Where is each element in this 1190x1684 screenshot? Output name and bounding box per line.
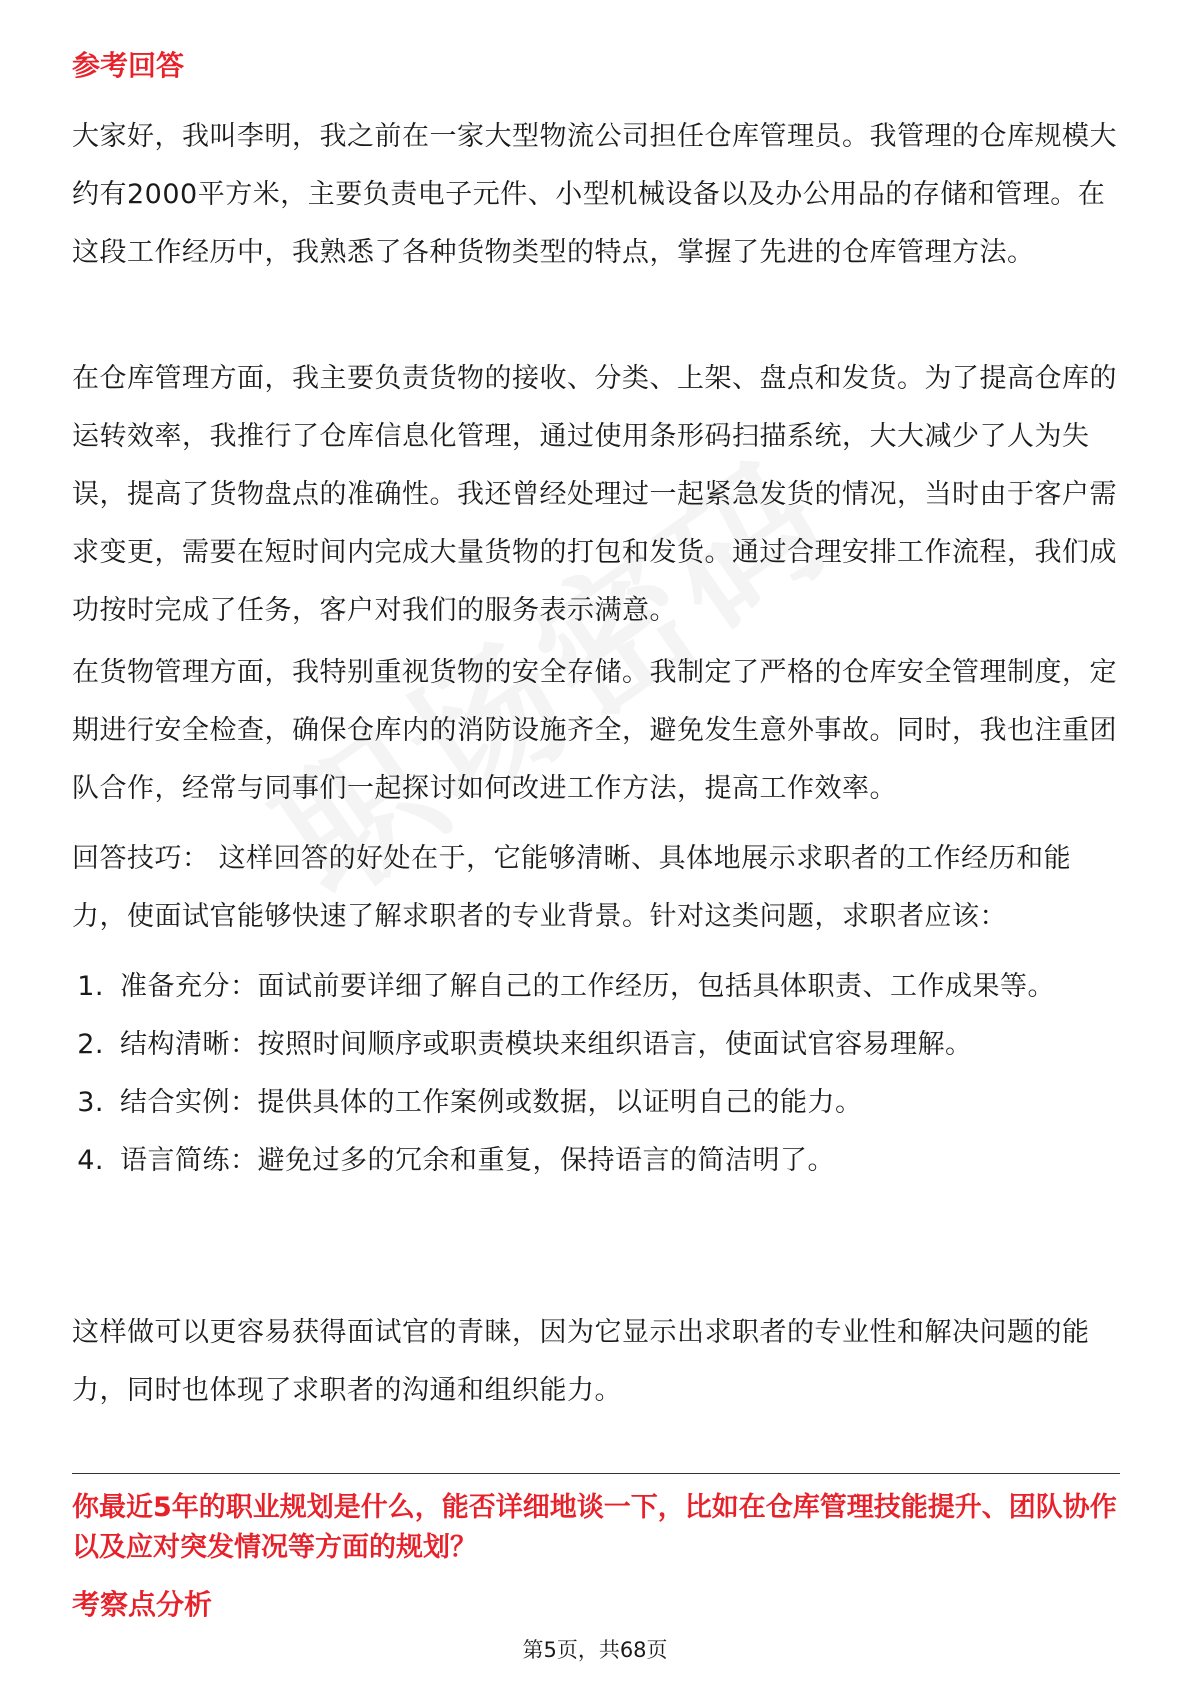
analysis-heading: 考察点分析 — [72, 1588, 213, 1621]
list-item-number: 1. — [77, 971, 104, 1002]
list-item-number: 3. — [77, 1087, 104, 1118]
list-item — [72, 1074, 1120, 1132]
list-item-text: 语言简练：避免过多的冗余和重复，保持语言的简洁明了。 — [120, 1145, 835, 1176]
list-item-text: 准备充分：面试前要详细了解自己的工作经历，包括具体职责、工作成果等。 — [120, 971, 1055, 1002]
list-item — [72, 958, 1120, 1016]
paragraph-intro: 大家好，我叫李明，我之前在一家大型物流公司担任仓库管理员。我管理的仓库规模大约有2000平方米，主要负责电子元件、小型机械设备以及办公用品的存储和管理。在这段工作经历中，我熟悉了各种货物类型的特点，掌握了先进的仓库管理方法。 — [72, 121, 1117, 268]
section-divider — [72, 1473, 1120, 1474]
paragraph-answer-tips: 回答技巧： 这样回答的好处在于，它能够清晰、具体地展示求职者的工作经历和能力，使面试官能够快速了解求职者的专业背景。针对这类问题，求职者应该： — [72, 843, 1072, 932]
paragraph-goods-management: 在货物管理方面，我特别重视货物的安全存储。我制定了严格的仓库安全管理制度，定期进行安全检查，确保仓库内的消防设施齐全，避免发生意外事故。同时，我也注重团队合作，经常与同事们一起探讨如何改进工作方法，提高工作效率。 — [72, 657, 1117, 804]
page-number: 第5页，共68页 — [522, 1638, 668, 1662]
paragraph-closing: 这样做可以更容易获得面试官的青睐，因为它显示出求职者的专业性和解决问题的能力，同时也体现了求职者的沟通和组织能力。 — [72, 1317, 1090, 1406]
list-item — [72, 1016, 1120, 1074]
next-question: 你最近5年的职业规划是什么，能否详细地谈一下，比如在仓库管理技能提升、团队协作以及应对突发情况等方面的规划？ — [72, 1492, 1117, 1563]
list-item-number: 2. — [77, 1029, 104, 1060]
answer-heading: 参考回答 — [72, 49, 185, 82]
list-item — [72, 1132, 1120, 1190]
paragraph-warehouse-management: 在仓库管理方面，我主要负责货物的接收、分类、上架、盘点和发货。为了提高仓库的运转效率，我推行了仓库信息化管理，通过使用条形码扫描系统，大大减少了人为失误，提高了货物盘点的准确性。我还曾经处理过一起紧急发货的情况，当时由于客户需求变更，需要在短时间内完成大量货物的打包和发货。通过合理安排工作流程，我们成功按时完成了任务，客户对我们的服务表示满意。 — [72, 363, 1117, 626]
tips-list — [72, 958, 1120, 1190]
list-item-text: 结合实例：提供具体的工作案例或数据，以证明自己的能力。 — [120, 1087, 863, 1118]
list-item-number: 4. — [77, 1145, 104, 1176]
list-item-text: 结构清晰：按照时间顺序或职责模块来组织语言，使面试官容易理解。 — [120, 1029, 973, 1060]
